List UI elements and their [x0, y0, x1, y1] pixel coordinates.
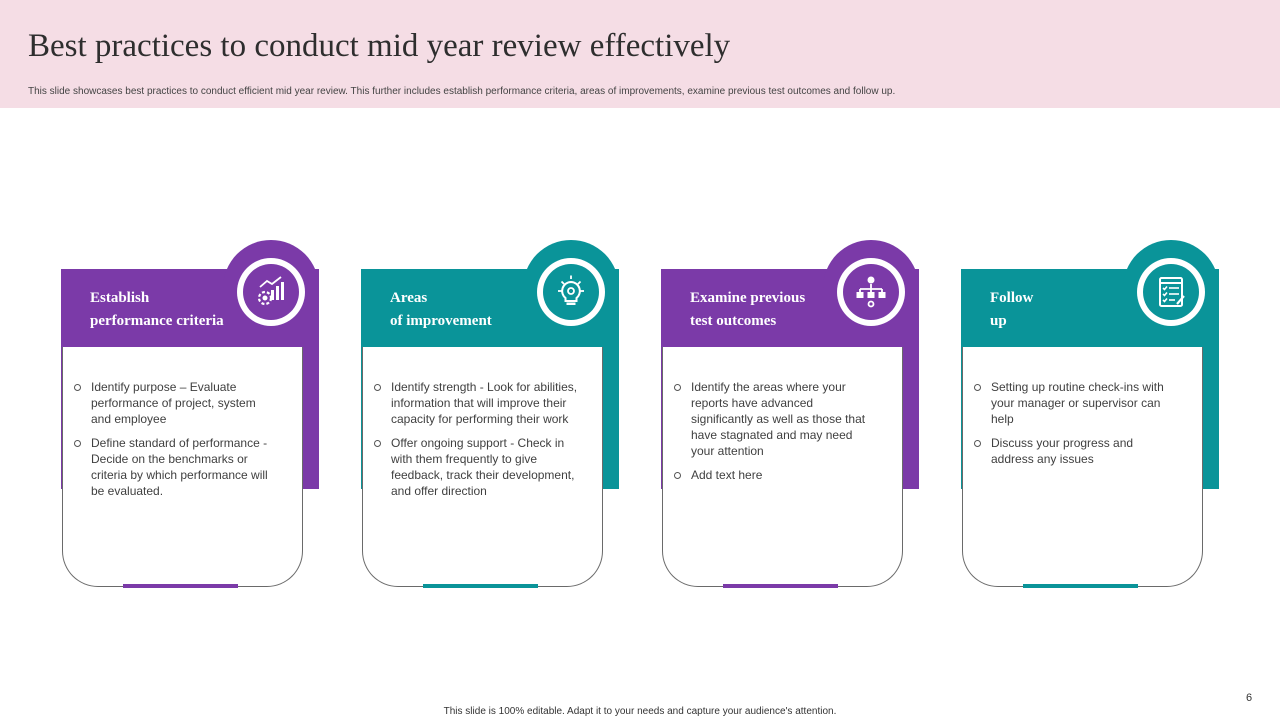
footer-note: This slide is 100% editable. Adapt it to your needs and capture your audience's attention. — [443, 706, 837, 717]
list-item: Add text here — [673, 467, 878, 483]
list-item: Identify strength - Look for abilities, information that will improve their capacity for performing their work — [373, 379, 578, 427]
card-accent-bar — [723, 584, 838, 588]
card-areas-of-improvement — [361, 240, 621, 590]
slide-title: Best practices to conduct mid year review effectively — [28, 28, 731, 64]
card-accent-bar — [423, 584, 538, 588]
slide-subtitle: This slide showcases best practices to conduct efficient mid year review. This further includes establish performance criteria, areas of improvements, examine previous test outcomes and follow up. — [28, 86, 896, 97]
card-accent-bar — [1023, 584, 1138, 588]
list-item: Identify the areas where your reports have advanced significantly as well as those that have stagnated and may need your attention — [673, 379, 878, 459]
card-title: Areas of improvement — [390, 290, 492, 329]
list-item: Identify purpose – Evaluate performance of project, system and employee — [73, 379, 278, 427]
list-item: Offer ongoing support - Check in with them frequently to give feedback, track their development, and offer direction — [373, 435, 578, 499]
lightbulb-gear-icon — [554, 275, 588, 309]
card-title: Establish performance criteria — [90, 290, 224, 329]
bullet-list — [673, 379, 878, 491]
list-item: Setting up routine check-ins with your manager or supervisor can help — [973, 379, 1178, 427]
card-follow-up — [961, 240, 1221, 590]
page-number: 6 — [1246, 692, 1253, 704]
card-body — [362, 347, 603, 587]
performance-gear-chart-icon — [254, 275, 288, 309]
card-body — [662, 347, 903, 587]
hierarchy-network-icon — [854, 275, 888, 309]
card-body — [962, 347, 1203, 587]
bullet-list — [373, 379, 578, 507]
card-accent-bar — [123, 584, 238, 588]
card-title: Examine previous test outcomes — [690, 290, 806, 329]
list-item: Discuss your progress and address any issues — [973, 435, 1178, 467]
checklist-document-icon — [1154, 275, 1188, 309]
card-establish-performance-criteria — [61, 240, 321, 590]
header-bar — [0, 0, 1280, 108]
card-body — [62, 347, 303, 587]
card-examine-previous-test-outcomes — [661, 240, 921, 590]
bullet-list — [973, 379, 1178, 475]
bullet-list — [73, 379, 278, 507]
list-item: Define standard of performance - Decide on the benchmarks or criteria by which performance will be evaluated. — [73, 435, 278, 499]
card-title: Follow up — [990, 290, 1034, 329]
